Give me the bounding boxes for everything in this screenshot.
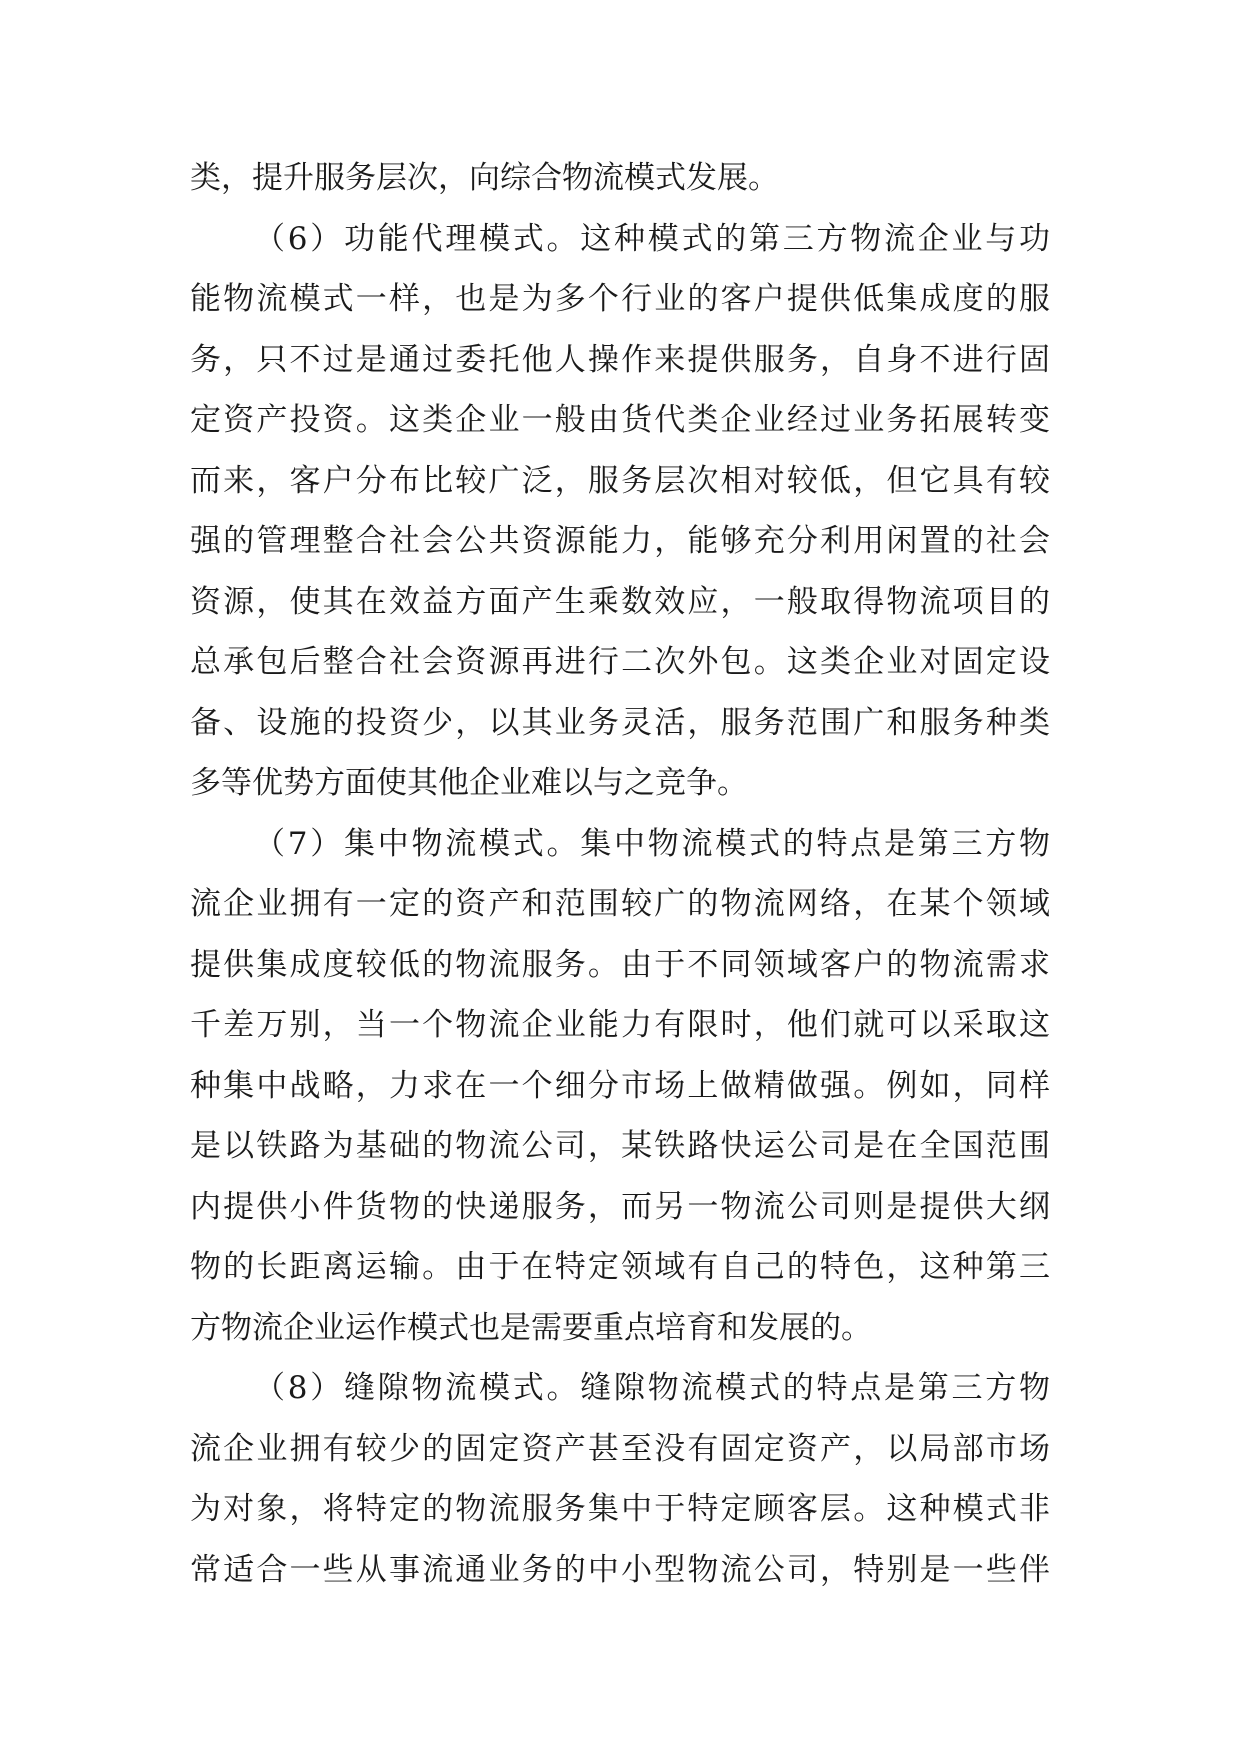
text-line: 定资产投资。这类企业一般由货代类企业经过业务拓展转变 [190, 402, 1050, 438]
text-line: 千差万别，当一个物流企业能力有限时，他们就可以采取这 [190, 1007, 1050, 1043]
text-line: 务，只不过是通过委托他人操作来提供服务，自身不进行固 [190, 341, 1050, 378]
body-text [190, 148, 1050, 1600]
text-line: 是以铁路为基础的物流公司，某铁路快运公司是在全国范围 [190, 1128, 1050, 1164]
paragraph-first-line: （7）集中物流模式。集中物流模式的特点是第三方物 [254, 825, 1050, 862]
text-line: 提供集成度较低的物流服务。由于不同领域客户的物流需求 [190, 946, 1050, 983]
text-line: 多等优势方面使其他企业难以与之竞争。 [190, 765, 748, 801]
text-line: 方物流企业运作模式也是需要重点培育和发展的。 [190, 1309, 872, 1346]
paragraph-first-line: （6）功能代理模式。这种模式的第三方物流企业与功 [254, 220, 1050, 257]
text-line: 为对象，将特定的物流服务集中于特定顾客层。这种模式非 [190, 1491, 1050, 1527]
text-line: 总承包后整合社会资源再进行二次外包。这类企业对固定设 [190, 644, 1050, 680]
text-line: 备、设施的投资少，以其业务灵活，服务范围广和服务种类 [190, 704, 1050, 741]
text-line: 常适合一些从事流通业务的中小型物流公司，特别是一些伴 [190, 1551, 1050, 1588]
text-line: 资源，使其在效益方面产生乘数效应，一般取得物流项目的 [190, 583, 1050, 620]
text-line: 流企业拥有较少的固定资产甚至没有固定资产，以局部市场 [190, 1430, 1050, 1467]
text-line: 强的管理整合社会公共资源能力，能够充分利用闲置的社会 [190, 523, 1050, 559]
paragraph-first-line: （8）缝隙物流模式。缝隙物流模式的特点是第三方物 [254, 1370, 1050, 1406]
text-line: 物的长距离运输。由于在特定领域有自己的特色，这种第三 [190, 1249, 1050, 1285]
text-line: 能物流模式一样，也是为多个行业的客户提供低集成度的服 [190, 281, 1050, 317]
text-line: 而来，客户分布比较广泛，服务层次相对较低，但它具有较 [190, 462, 1050, 499]
text-line: 流企业拥有一定的资产和范围较广的物流网络，在某个领域 [190, 886, 1050, 922]
text-line: 类，提升服务层次，向综合物流模式发展。 [190, 160, 779, 196]
text-line: 种集中战略，力求在一个细分市场上做精做强。例如，同样 [190, 1067, 1050, 1104]
text-line: 内提供小件货物的快递服务，而另一物流公司则是提供大纲 [190, 1188, 1050, 1225]
